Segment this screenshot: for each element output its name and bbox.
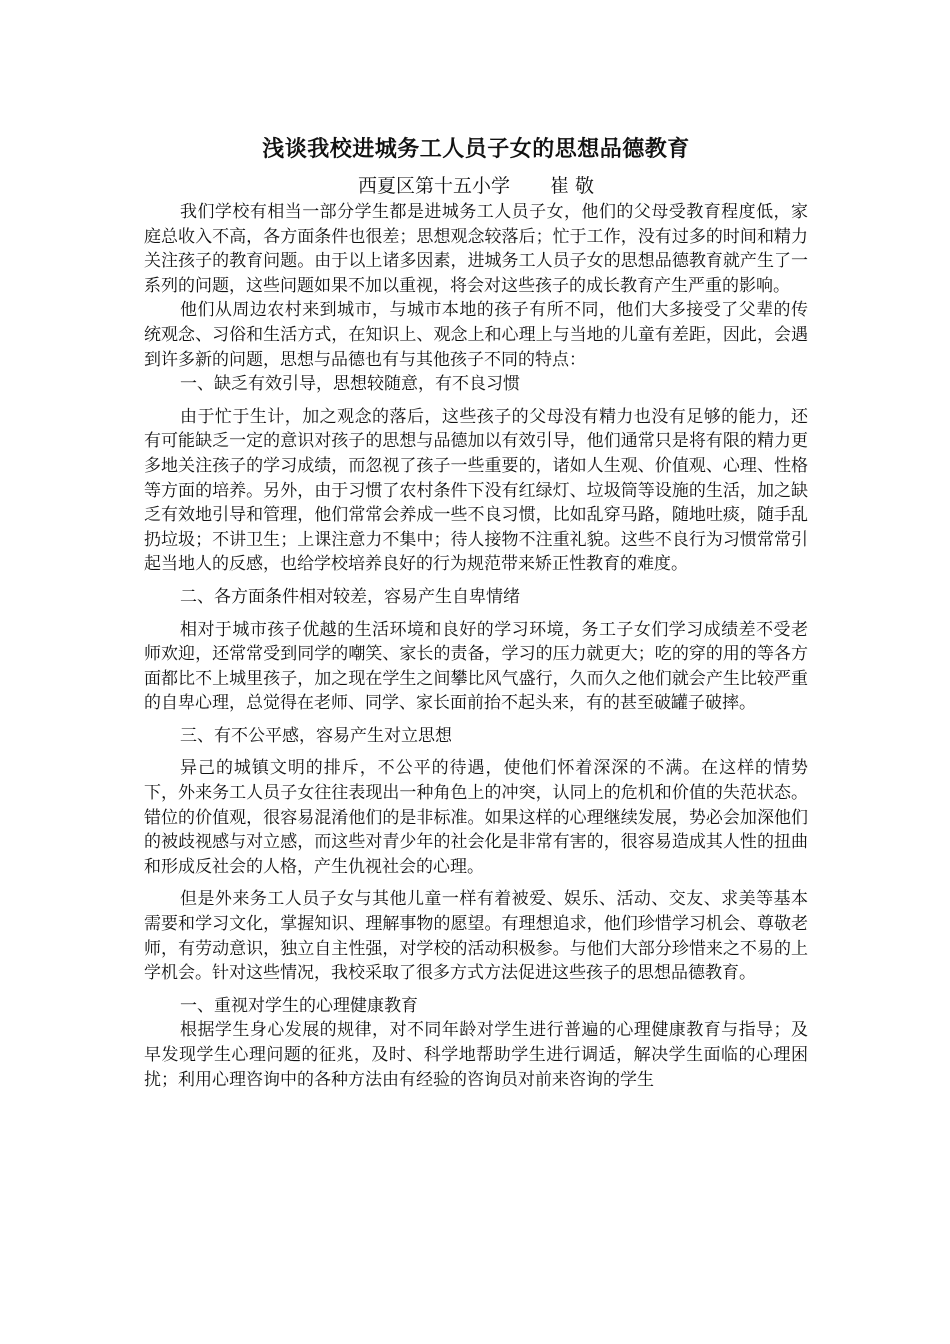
- measure-heading-1: 一、重视对学生的心理健康教育: [180, 995, 418, 1016]
- paragraph-section-1: 由于忙于生计，加之观念的落后，这些孩子的父母没有精力也没有足够的能力，还有可能缺乏一定的意识对孩子的思想与品德加以有效引导，他们通常只是将有限的精力更多地关注孩子的学习成绩，而忽视了孩子一些重要的，诸如人生观、价值观、心理、性格等方面的培养。另外，由于习惯了农村条件下没有红绿灯、垃圾筒等设施的生活，加之缺乏有效地引导和管理，他们常常会养成一些不良习惯，比如乱穿马路，随地吐痰，随手乱扔垃圾；不讲卫生；上课注意力不集中；待人接物不注重礼貌。这些不良行为习惯常常引起当地人的反感，也给学校培养良好的行为规范带来矫正性教育的难度。: [144, 406, 808, 575]
- byline: [144, 172, 808, 200]
- paragraph-transition: 但是外来务工人员子女与其他儿童一样有着被爱、娱乐、活动、交友、求美等基本需要和学习文化，掌握知识、理解事物的愿望。有理想追求，他们珍惜学习机会、尊敬老师，有劳动意识，独立自主性强，对学校的活动积极参。与他们大部分珍惜来之不易的上学机会。针对这些情况，我校采取了很多方式方法促进这些孩子的思想品德教育。: [144, 889, 808, 984]
- paragraph-measure-1: 根据学生身心发展的规律，对不同年龄对学生进行普遍的心理健康教育与指导；及早发现学生心理问题的征兆，及时、科学地帮助学生进行调适，解决学生面临的心理困扰；利用心理咨询中的各种方法由有经验的咨询员对前来咨询的学生: [144, 1020, 808, 1090]
- section-heading-3: 三、有不公平感，容易产生对立思想: [180, 725, 452, 746]
- paragraph-intro: 我们学校有相当一部分学生都是进城务工人员子女，他们的父母受教育程度低，家庭总收入不高，各方面条件也很差；思想观念较落后；忙于工作，没有过多的时间和精力关注孩子的教育问题。由于以上诸多因素，进城务工人员子女的思想品德教育就产生了一系列的问题，这些问题如果不加以重视，将会对这些孩子的成长教育产生严重的影响。: [144, 202, 808, 296]
- paragraph-section-3: 异己的城镇文明的排斥，不公平的待遇，使他们怀着深深的不满。在这样的情势下，外来务工人员子女往往表现出一种角色上的冲突，认同上的危机和价值的失范状态。错位的价值观，很容易混淆他们的是非标准。如果这样的心理继续发展，势必会加深他们的被歧视感与对立感，而这些对青少年的社会化是非常有害的，很容易造成其人性的扭曲和形成反社会的人格，产生仇视社会的心理。: [144, 758, 808, 877]
- school-name: 西夏区第十五小学: [357, 175, 510, 197]
- paragraph-background: 他们从周边农村来到城市，与城市本地的孩子有所不同，他们大多接受了父辈的传统观念、习俗和生活方式，在知识上、观念上和心理上与当地的儿童有差距，因此，会遇到许多新的问题，思想与品德也有与其他孩子不同的特点：: [144, 300, 808, 370]
- author-name: 崔 敬: [549, 175, 595, 197]
- document-page: [144, 134, 808, 1092]
- document-title: 浅谈我校进城务工人员子女的思想品德教育: [262, 137, 690, 162]
- paragraph-section-2: 相对于城市孩子优越的生活环境和良好的学习环境，务工子女们学习成绩差不受老师欢迎，还常常受到同学的嘲笑、家长的责备，学习的压力就更大；吃的穿的用的等各方面都比不上城里孩子，加之现在学生之间攀比风气盛行，久而久之他们就会产生比较严重的自卑心理，总觉得在老师、同学、家长面前抬不起头来，有的甚至破罐子破摔。: [144, 619, 808, 714]
- section-heading-1: 一、缺乏有效引导，思想较随意，有不良习惯: [180, 374, 520, 395]
- section-heading-2: 二、各方面条件相对较差，容易产生自卑情绪: [180, 586, 520, 607]
